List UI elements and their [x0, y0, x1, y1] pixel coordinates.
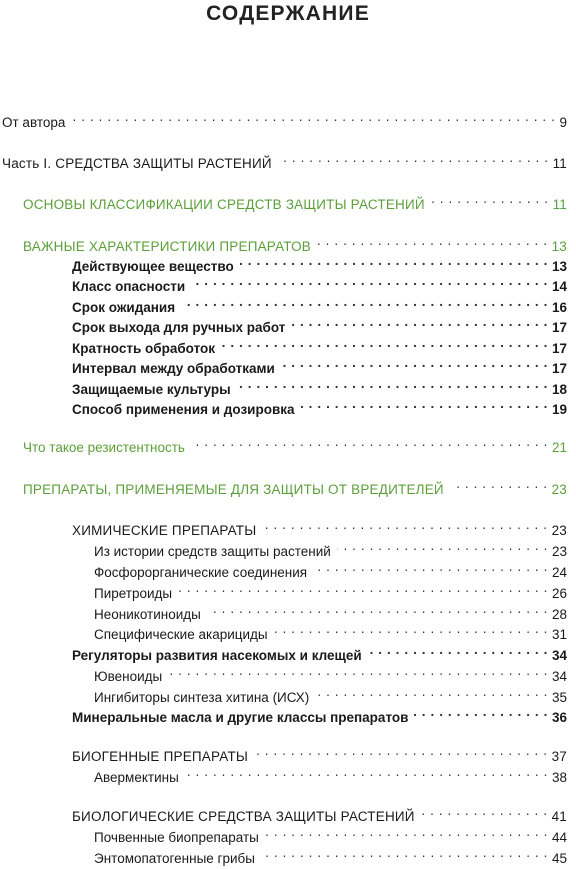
toc-leader-dots [240, 251, 548, 271]
toc-leader-dots [207, 599, 548, 619]
toc-entry-page: 11 [552, 197, 567, 212]
toc-entry-page: 36 [551, 710, 567, 725]
toc-entry-page: 19 [551, 402, 567, 417]
toc-entry-application-method[interactable] [72, 394, 567, 417]
toc-leader-dots [261, 843, 548, 863]
toc-entry-page: 17 [551, 341, 567, 356]
toc-leader-dots [265, 822, 548, 842]
toc-leader-dots [368, 640, 548, 660]
toc-entry-organophosphates[interactable] [94, 557, 567, 580]
toc-entry-title: Фосфорорганические соединения [94, 565, 308, 580]
toc-entry-page: 37 [551, 749, 567, 764]
toc-entry-title: Действующее вещество [72, 259, 234, 274]
toc-leader-dots [315, 682, 548, 702]
toc-leader-dots [313, 557, 548, 577]
toc-leader-dots [191, 271, 548, 291]
toc-entry-active-substance[interactable] [72, 251, 567, 274]
toc-entry-manual-work-period[interactable] [72, 312, 567, 335]
toc-entry-page: 24 [551, 565, 567, 580]
toc-entry-chitin-inhibitors[interactable] [94, 682, 567, 705]
toc-entry-neonicotinoids[interactable] [94, 599, 567, 622]
toc-entry-title: Защищаемые культуры [72, 382, 231, 397]
toc-entry-title: Ингибиторы синтеза хитина (ИСХ) [94, 690, 310, 705]
toc-leader-dots [237, 374, 548, 394]
toc-entry-title: Что такое резистентность [23, 440, 185, 455]
toc-leader-dots [291, 312, 548, 332]
toc-entry-soil-biopreparations[interactable] [94, 822, 567, 845]
toc-entry-hazard-class[interactable] [72, 271, 567, 294]
toc-entry-title: Авермектины [94, 770, 179, 785]
toc-entry-characteristics[interactable] [23, 231, 567, 254]
toc-entry-title: Срок выхода для ручных работ [72, 320, 286, 335]
toc-leader-dots [301, 394, 548, 414]
toc-entry-page: 45 [551, 851, 567, 866]
toc-entry-page: 34 [551, 648, 567, 663]
toc-entry-page: 11 [552, 156, 567, 171]
toc-leader-dots [414, 702, 548, 722]
toc-entry-title: ХИМИЧЕСКИЕ ПРЕПАРАТЫ [72, 523, 257, 538]
toc-entry-chemical[interactable] [72, 515, 567, 538]
toc-leader-dots [317, 231, 548, 251]
toc-entry-title: Класс опасности [72, 279, 186, 294]
toc-entry-waiting-period[interactable] [72, 292, 567, 315]
toc-entry-title: От автора [2, 115, 66, 130]
toc-leader-dots [191, 432, 548, 452]
toc-entry-part-1[interactable] [2, 148, 567, 171]
toc-leader-dots [185, 762, 548, 782]
toc-entry-title: Из истории средств защиты растений [94, 544, 331, 559]
toc-entry-title: ОСНОВЫ КЛАССИФИКАЦИИ СРЕДСТВ ЗАЩИТЫ РАСТЕНИЙ [23, 197, 425, 212]
toc-entry-page: 14 [551, 279, 567, 294]
toc-leader-dots [254, 741, 548, 761]
toc-entry-title: Регуляторы развития насекомых и клещей [72, 648, 362, 663]
toc-leader-dots [450, 474, 548, 494]
toc-entry-treatment-frequency[interactable] [72, 333, 567, 356]
toc-entry-page: 9 [559, 115, 567, 130]
toc-entry-page: 38 [551, 770, 567, 785]
toc-leader-dots [274, 619, 548, 639]
toc-entry-classification[interactable] [23, 189, 567, 212]
toc-entry-title: Минеральные масла и другие классы препаратов [72, 710, 409, 725]
toc-entry-page: 13 [551, 259, 567, 274]
toc-entry-resistance[interactable] [23, 432, 567, 455]
toc-entry-title: Почвенные биопрепараты [94, 830, 259, 845]
toc-entry-title: БИОЛОГИЧЕСКИЕ СРЕДСТВА ЗАЩИТЫ РАСТЕНИЙ [72, 809, 415, 824]
toc-entry-page: 26 [551, 586, 567, 601]
toc-entry-page: 23 [551, 523, 567, 538]
toc-leader-dots [262, 515, 547, 535]
toc-entry-biogenic[interactable] [72, 741, 567, 764]
toc-entry-protected-crops[interactable] [72, 374, 567, 397]
toc-entry-page: 28 [551, 607, 567, 622]
toc-entry-mineral-oils[interactable] [72, 702, 567, 725]
toc-entry-history[interactable] [94, 536, 567, 559]
toc-entry-title: Специфические акарициды [94, 627, 268, 642]
toc-entry-title: БИОГЕННЫЕ ПРЕПАРАТЫ [72, 749, 249, 764]
toc-entry-title: Кратность обработок [72, 341, 216, 356]
toc-entry-page: 34 [551, 669, 567, 684]
toc-entry-pyrethroids[interactable] [94, 578, 567, 601]
toc-entry-biological[interactable] [72, 801, 567, 824]
toc-entry-page: 18 [551, 382, 567, 397]
toc-entry-page: 35 [551, 690, 567, 705]
toc-leader-dots [71, 107, 555, 127]
toc-entry-juvenoids[interactable] [94, 661, 567, 684]
toc-entry-page: 21 [551, 440, 567, 455]
toc-entry-acaricides[interactable] [94, 619, 567, 642]
toc-entry-page: 31 [551, 627, 567, 642]
toc-entry-title: Неоникотиноиды [94, 607, 201, 622]
toc-entry-title: Срок ожидания [72, 300, 176, 315]
toc-entry-pest-preparations[interactable] [23, 474, 567, 497]
toc-leader-dots [431, 189, 549, 209]
toc-entry-page: 17 [551, 320, 567, 335]
toc-leader-dots [278, 148, 549, 168]
toc-entry-page: 16 [551, 300, 567, 315]
toc-entry-page: 13 [551, 239, 567, 254]
toc-entry-page: 41 [551, 809, 567, 824]
toc-leader-dots [281, 353, 548, 373]
toc-entry-title: Пиретроиды [94, 586, 173, 601]
toc-entry-title: Ювеноиды [94, 669, 163, 684]
toc-entry-growth-regulators[interactable] [72, 640, 567, 663]
toc-entry-page: 23 [551, 482, 567, 497]
toc-entry-title: ПРЕПАРАТЫ, ПРИМЕНЯЕМЫЕ ДЛЯ ЗАЩИТЫ ОТ ВРЕДИТЕЛЕЙ [23, 482, 444, 497]
toc-leader-dots [178, 578, 548, 598]
toc-leader-dots [337, 536, 548, 556]
page-title: СОДЕРЖАНИЕ [206, 2, 370, 25]
toc-entry-title: Часть I. СРЕДСТВА ЗАЩИТЫ РАСТЕНИЙ [2, 156, 272, 171]
toc-entry-page: 44 [551, 830, 567, 845]
toc-entry-title: ВАЖНЫЕ ХАРАКТЕРИСТИКИ ПРЕПАРАТОВ [23, 239, 312, 254]
toc-entry-treatment-interval[interactable] [72, 353, 567, 376]
toc-entry-entomopathogenic-fungi[interactable] [94, 843, 567, 866]
toc-leader-dots [168, 661, 548, 681]
toc-entry-author[interactable] [2, 107, 567, 130]
toc-entry-page: 23 [551, 544, 567, 559]
toc-entry-avermectins[interactable] [94, 762, 567, 785]
toc-entry-title: Энтомопатогенные грибы [94, 851, 255, 866]
toc-entry-page: 17 [551, 361, 567, 376]
toc-leader-dots [421, 801, 548, 821]
toc-entry-title: Интервал между обработками [72, 361, 275, 376]
toc-leader-dots [181, 292, 548, 312]
toc-entry-title: Способ применения и дозировка [72, 402, 295, 417]
toc-leader-dots [221, 333, 548, 353]
